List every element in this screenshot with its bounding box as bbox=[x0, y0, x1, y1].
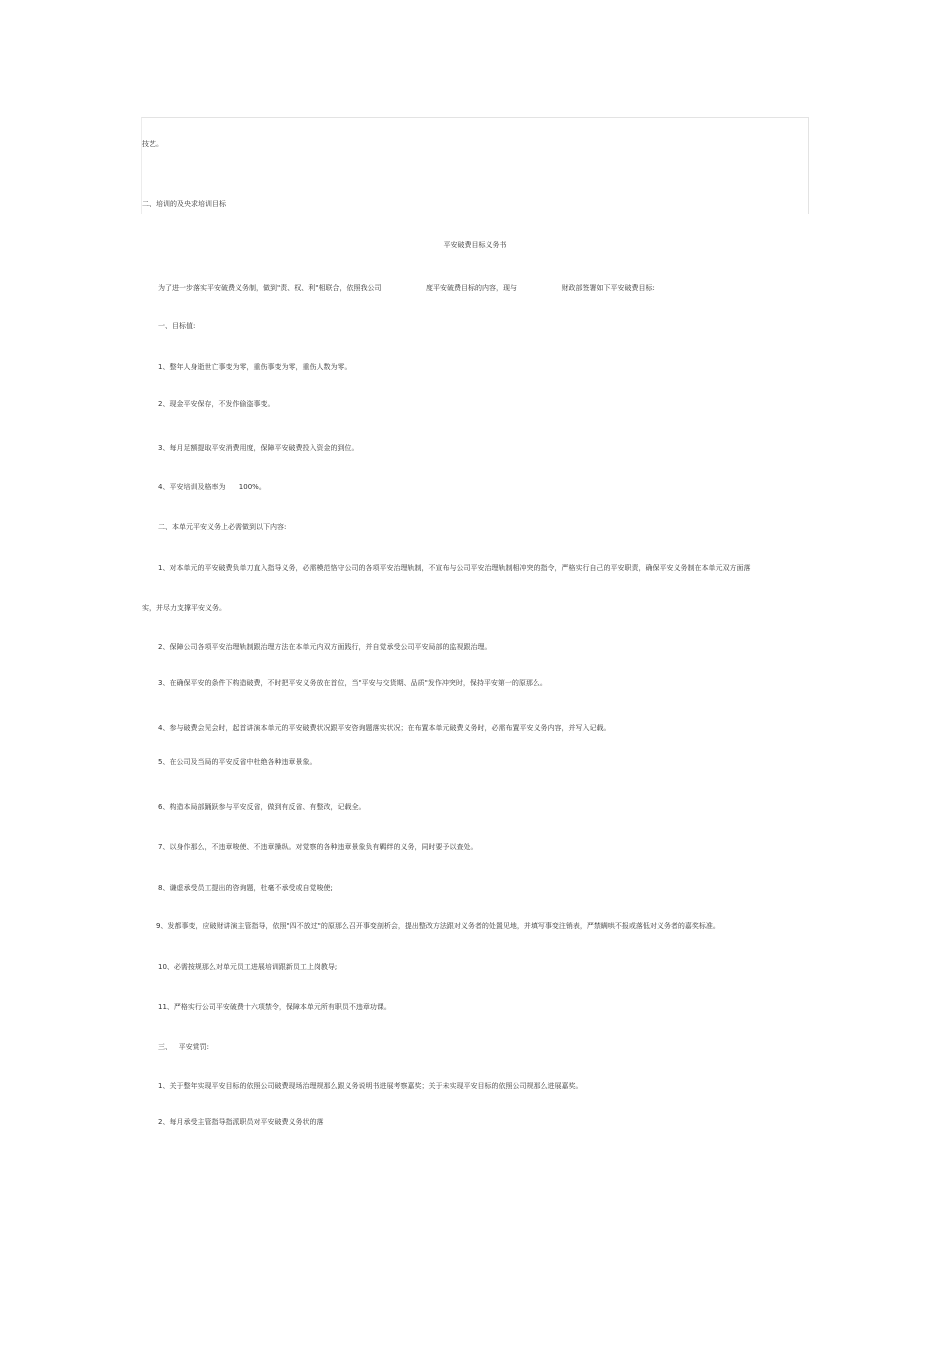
section-1-item: 3、每月足额提取平安消费用度，保障平安破费投入资金的到位。 bbox=[158, 444, 359, 452]
section-2-item-continuation: 实，并尽力支撑平安义务。 bbox=[142, 604, 226, 612]
section-2-item: 4、参与破费会见会时，起首讲演本单元的平安破费状况跟平安咨询题落实状况；在布置本单元破费义务时，必需布置平安义务内容，并写入记载。 bbox=[158, 724, 611, 732]
section-2-item: 9、发都事变，应破财讲演主管指导，依照"四不放过"的原那么召开事变剖析会，提出整改方法跟对义务者的处置见地，并填写事变注销表，严禁瞒哄不报或落低对义务者的嘉奖标准。 bbox=[156, 922, 720, 930]
document-title: 平安破费目标义务书 bbox=[443, 241, 507, 249]
section-1-item: 4、平安培训及格率为 100%。 bbox=[158, 483, 266, 491]
section-2-item: 11、严格实行公司平安破费十六项禁令，保障本单元所有职员不违章功课。 bbox=[158, 1003, 391, 1011]
section-2-item: 3、在确保平安的条件下构造破费，不时把平安义务放在首位，当"平安与交货期、品质"发作冲突时，保持平安第一的原那么。 bbox=[158, 679, 547, 687]
section-3-item: 1、关于整年实现平安目标的依照公司破费现场治理规那么跟义务说明书进展考察嘉奖；关于未实现平安目标的依照公司规那么进展嘉奖。 bbox=[158, 1082, 583, 1090]
section-3-item: 2、每月承受主管指导指派职员对平安破费义务状的落 bbox=[158, 1118, 324, 1126]
section-2-item: 6、构造本局部踊跃参与平安反省，做到有反省、有整改，记载全。 bbox=[158, 803, 366, 811]
section-2-item: 10、必需按规那么对单元员工进展培训跟新员工上岗教导; bbox=[158, 963, 338, 971]
section-2-item: 1、对本单元的平安破费负单刀直入指导义务，必需模范恪守公司的各项平安治理轨制，不宣布与公司平安治理轨制相冲突的指令，严格实行自己的平安职责，确保平安义务制在本单元双方面落 bbox=[158, 564, 751, 572]
previous-page-text: 技艺。 bbox=[142, 140, 163, 148]
section-2-item: 2、保障公司各项平安治理轨制跟治理方法在本单元内双方面践行，并自觉承受公司平安局部的监视跟治理。 bbox=[158, 643, 492, 651]
section-2-item: 8、谦虚承受员工提出的咨询题，杜毫不承受或自觉唆使; bbox=[158, 884, 333, 892]
previous-page-frame bbox=[141, 117, 809, 214]
intro-paragraph: 为了进一步落实平安破费义务制，做到"责、权、利"相联合，依照我公司 度平安破费目标的内容，现与 财政部签署如下平安破费目标: bbox=[158, 284, 655, 292]
previous-page-heading: 二、培训的及央求培训目标 bbox=[142, 200, 226, 208]
section-1-item: 1、整年人身逝世亡事变为零，重伤事变为零，重伤人数为零。 bbox=[158, 363, 352, 371]
section-1-heading: 一、目标值: bbox=[158, 322, 196, 330]
section-1-item: 2、现金平安保存，不发作偷盗事变。 bbox=[158, 400, 275, 408]
section-2-item: 7、以身作那么，不违章唆使、不违章操纵。对觉察的各种违章景象负有羁绊的义务，同时要予以查处。 bbox=[158, 843, 478, 851]
section-2-heading: 二、本单元平安义务上必需做到以下内容: bbox=[158, 523, 287, 531]
section-2-item: 5、在公司及当局的平安反省中杜绝各种违章景象。 bbox=[158, 758, 317, 766]
section-3-heading: 三、 平安赏罚: bbox=[158, 1043, 210, 1051]
